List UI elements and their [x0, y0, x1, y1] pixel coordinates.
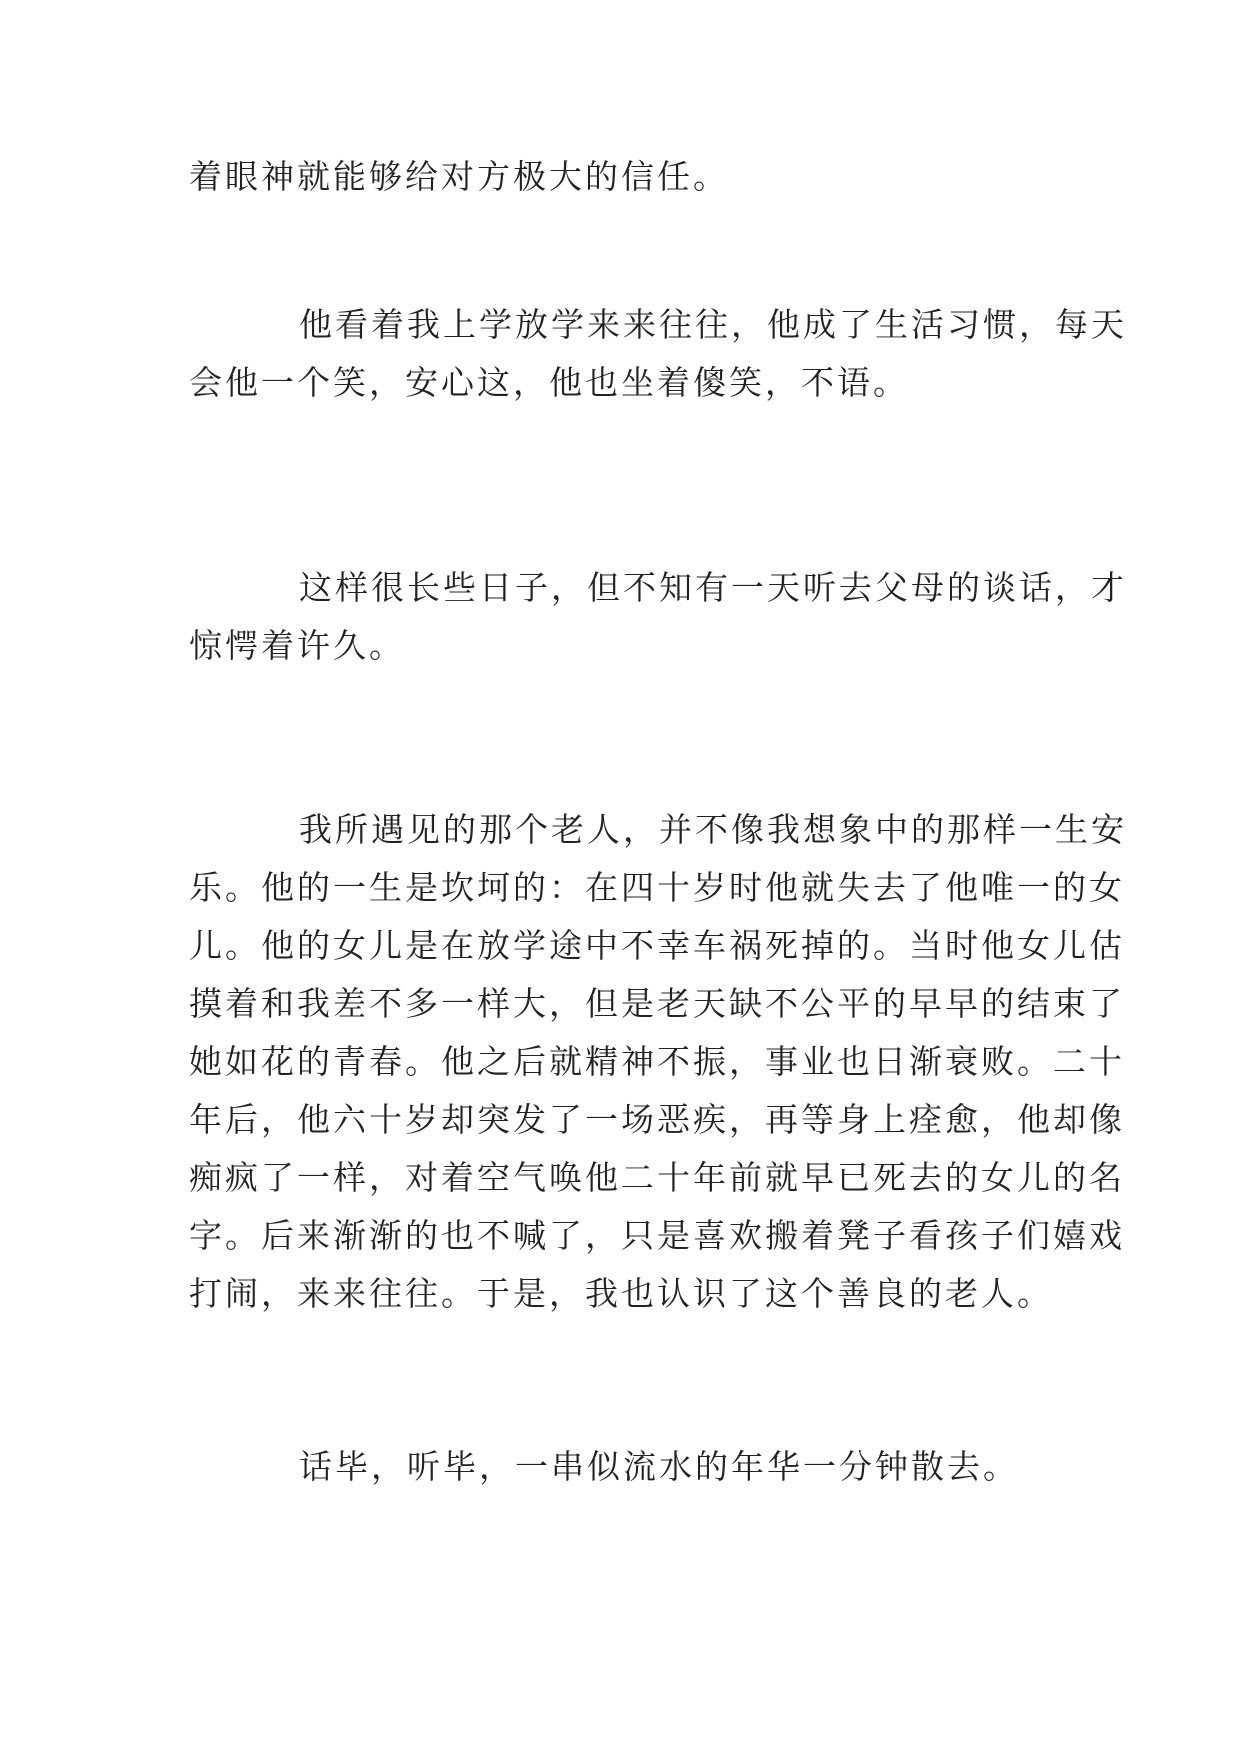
paragraph-line: 打闹，来来往往。于是，我也认识了这个善良的老人。 [189, 1274, 1053, 1313]
paragraph-line: 乐。他的一生是坎坷的：在四十岁时他就失去了他唯一的女 [189, 868, 1125, 907]
paragraph-line: 着眼神就能够给对方极大的信任。 [189, 157, 729, 196]
paragraph-3 [189, 559, 1127, 675]
paragraph-4 [189, 801, 1127, 1323]
paragraph-line: 话毕，听毕，一串似流水的年华一分钟散去。 [299, 1447, 1019, 1486]
paragraph-line: 字。后来渐渐的也不喊了，只是喜欢搬着凳子看孩子们嬉戏 [189, 1216, 1125, 1255]
paragraph-2 [189, 296, 1127, 412]
paragraph-line: 他看着我上学放学来来往往，他成了生活习惯，每天 [299, 305, 1127, 344]
paragraph-line: 我所遇见的那个老人，并不像我想象中的那样一生安 [299, 810, 1127, 849]
paragraph-1 [189, 148, 1059, 206]
paragraph-line: 会他一个笑，安心这，他也坐着傻笑，不语。 [189, 363, 909, 402]
paragraph-line: 年后，他六十岁却突发了一场恶疾，再等身上痊愈，他却像 [189, 1100, 1125, 1139]
paragraph-line: 摸着和我差不多一样大，但是老天缺不公平的早早的结束了 [189, 984, 1125, 1023]
paragraph-line: 儿。他的女儿是在放学途中不幸车祸死掉的。当时他女儿估 [189, 926, 1125, 965]
paragraph-5 [189, 1438, 1059, 1496]
paragraph-line: 她如花的青春。他之后就精神不振，事业也日渐衰败。二十 [189, 1042, 1125, 1081]
paragraph-line: 这样很长些日子，但不知有一天听去父母的谈话，才 [299, 568, 1127, 607]
paragraph-line: 惊愕着许久。 [189, 626, 405, 665]
paragraph-line: 痴疯了一样，对着空气唤他二十年前就早已死去的女儿的名 [189, 1158, 1125, 1197]
